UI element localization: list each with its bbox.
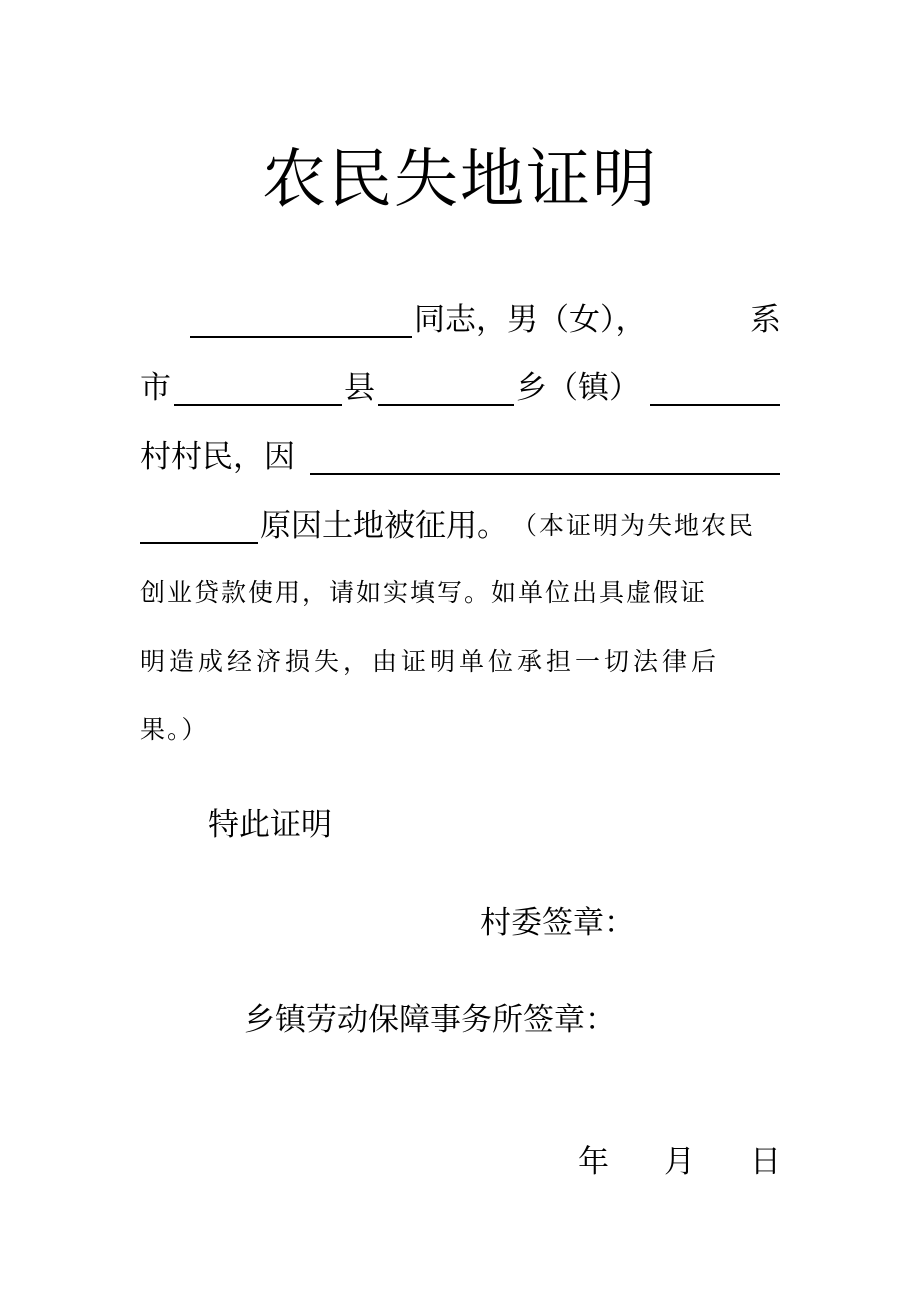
note-line-4: 果。） [140,715,209,744]
date-day: 日 [750,1144,781,1180]
comrade-gender-text: 同志，男（女）， [414,302,647,338]
note-text-start: （本证明为失地农民 [512,511,756,540]
land-requisitioned-text: 原因土地被征用。 [260,508,508,544]
belongs-to-text: 系 [750,302,781,338]
county-label: 县 [344,370,375,406]
city-blank[interactable] [174,370,342,406]
date-month: 月 [664,1144,695,1180]
township-blank[interactable] [650,370,780,406]
city-label: 市 [140,370,171,406]
village-seal-label: 村委签章： [480,905,635,941]
labor-office-seal-label: 乡镇劳动保障事务所签章： [244,1002,616,1038]
reason-blank[interactable] [310,439,780,475]
county-blank[interactable] [378,370,514,406]
note-line-2: 创业贷款使用，请如实填写。如单位出具虚假证 [140,578,708,607]
closing-text: 特此证明 [208,807,332,843]
date-year: 年 [578,1144,609,1180]
note-line-3: 明造成经济损失，由证明单位承担一切法律后 [140,647,721,676]
villager-text: 村村民，因 [140,439,295,475]
page-title: 农民失地证明 [262,143,658,217]
reason-blank-continued[interactable] [140,508,258,544]
name-blank[interactable] [190,302,412,338]
township-label: 乡（镇） [516,370,640,406]
